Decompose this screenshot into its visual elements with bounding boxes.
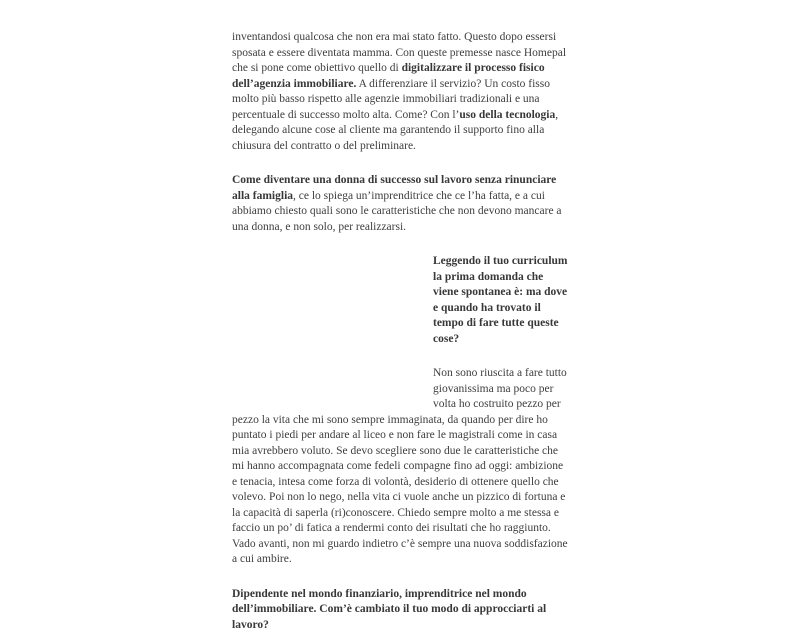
interview-question-2: Dipendente nel mondo finanziario, imprenditrice nel mondo dell’immobiliare. Com’è cambiato il tuo modo di approcciarti al lavoro? [232, 587, 568, 633]
intro-paragraph [232, 30, 568, 154]
text-segment-bold: digitalizzare il processo fisico dell’agenzia immobiliare. [232, 62, 545, 90]
text-segment: A differenziare il servizio? Un costo fisso molto più basso rispetto alle agenzie immobiliari tradizionali e una percentuale di successo molto alta. Come? Con l’ [232, 78, 550, 121]
qa-section [232, 254, 568, 568]
text-segment: inventandosi qualcosa che non era mai stato fatto. Questo dopo essersi sposata e essere diventata mamma. Con queste premesse nasce Homepal che si pone come obiettivo quello di [232, 31, 566, 74]
lead-paragraph [232, 173, 568, 235]
interview-question-1: Leggendo il tuo curriculum la prima domanda che viene spontanea è: ma dove e quando ha trovato il tempo di fare tutte queste cose? [232, 254, 568, 347]
text-segment-bold: Come diventare una donna di successo sul lavoro senza rinunciare alla famiglia [232, 174, 556, 202]
interview-answer-1: Non sono riuscita a fare tutto giovanissima ma poco per volta ho costruito pezzo per pezzo la vita che mi sono sempre immaginata, da quando per dire ho puntato i piedi per andare al liceo e non fare le magistrali come in casa mia avrebbero voluto. Se devo scegliere sono due le caratteristiche che mi hanno accompagnata come fedeli compagne fino ad oggi: ambizione e tenacia, intesa come forza di volontà, desiderio di ottenere quello che volevo. Poi non lo nego, nella vita ci vuole anche un pizzico di fortuna e la capacità di saperla (ri)conoscere. Chiedo sempre molto a me stessa e faccio un po’ di fatica a rendermi conto dei risultati che ho raggiunto. Vado avanti, non mi guardo indietro c’è sempre una nuova soddisfazione a cui ambire. [232, 366, 568, 568]
article-body [232, 30, 568, 633]
text-segment-bold: uso della tecnologia [459, 109, 555, 121]
image-placeholder [232, 254, 433, 402]
text-segment: , delegando alcune cose al cliente ma garantendo il supporto fino alla chiusura del contratto o del preliminare. [232, 109, 558, 152]
text-segment: , ce lo spiega un’imprenditrice che ce l’ha fatta, e a cui abbiamo chiesto quali sono le caratteristiche che non devono mancare a una donna, e non solo, per realizzarsi. [232, 190, 562, 233]
